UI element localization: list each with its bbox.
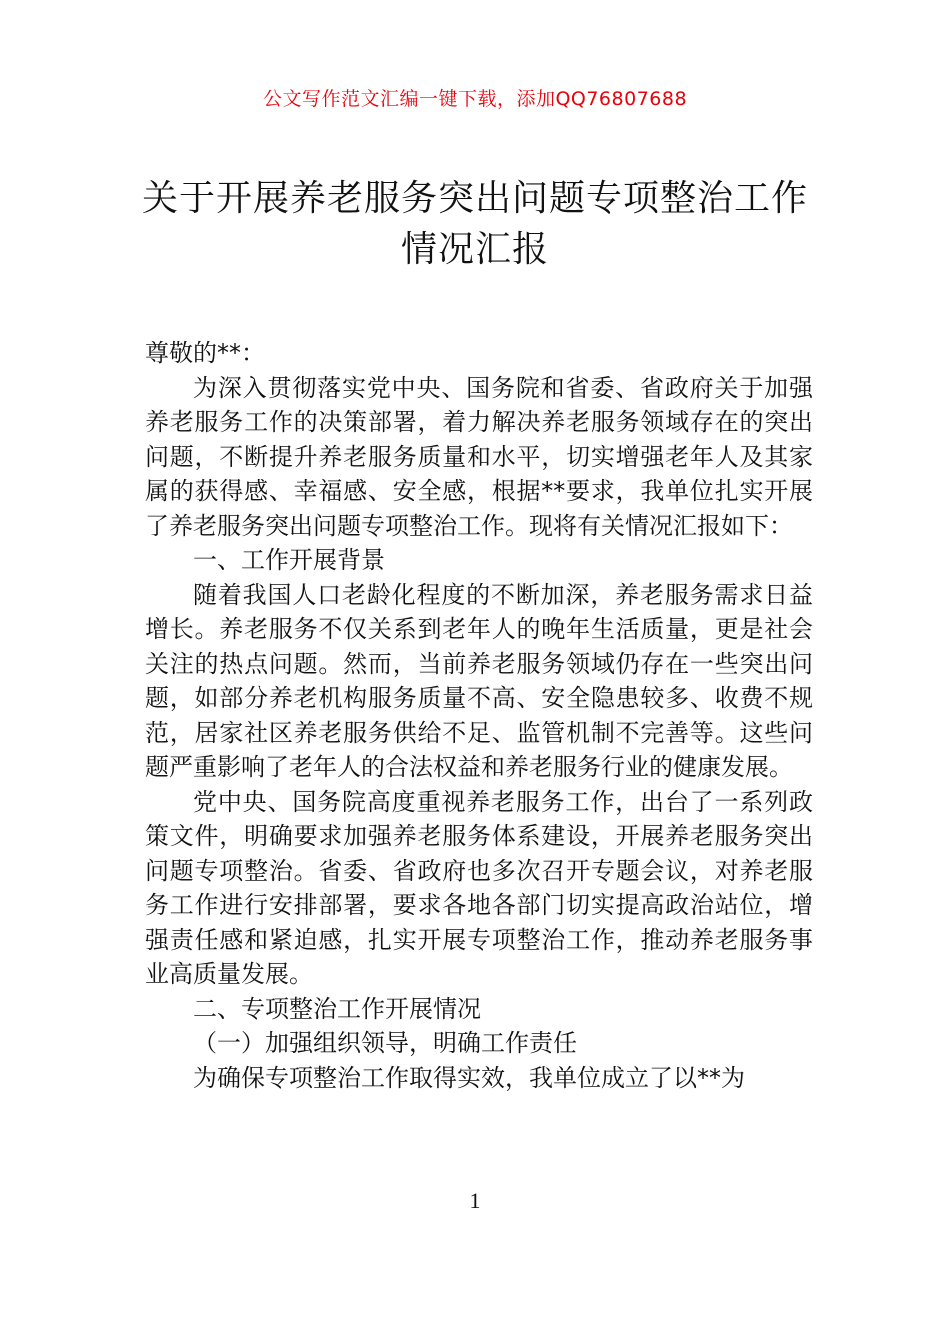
page-number: 1 — [469, 1188, 481, 1213]
section-heading-2: 二、专项整治工作开展情况 — [193, 994, 481, 1023]
background-paragraph-2: 党中央、国务院高度重视养老服务工作，出台了一系列政策文件，明确要求加强养老服务体系建设，开展养老服务突出问题专项整治。省委、省政府也多次召开专题会议，对养老服务工作进行安排部署，要求各地各部门切实提高政治站位，增强责任感和紧迫感，扎实开展专项整治工作，推动养老服务事业高质量发展。 — [145, 787, 813, 988]
document-title-line-1: 关于开展养老服务突出问题专项整治工作 — [141, 178, 808, 219]
intro-paragraph: 为深入贯彻落实党中央、国务院和省委、省政府关于加强养老服务工作的决策部署，着力解决养老服务领域存在的突出问题，不断提升养老服务质量和水平，切实增强老年人及其家属的获得感、幸福感、安全感，根据**要求，我单位扎实开展了养老服务突出问题专项整治工作。现将有关情况汇报如下： — [145, 373, 813, 540]
subsection-heading-1: （一）加强组织领导，明确工作责任 — [193, 1029, 577, 1057]
document-title-line-2: 情况汇报 — [400, 229, 549, 270]
background-paragraph-1: 随着我国人口老龄化程度的不断加深，养老服务需求日益增长。养老服务不仅关系到老年人的晚年生活质量，更是社会关注的热点问题。然而，当前养老服务领域仍存在一些突出问题，如部分养老机构服务质量不高、安全隐患较多、收费不规范，居家社区养老服务供给不足、监管机制不完善等。这些问题严重影响了老年人的合法权益和养老服务行业的健康发展。 — [145, 580, 813, 781]
document-body — [145, 336, 813, 1095]
organization-paragraph: 为确保专项整治工作取得实效，我单位成立了以**为 — [193, 1063, 745, 1092]
promo-banner: 公文写作范文汇编一键下载，添加QQ76807688 — [262, 88, 688, 110]
section-heading-1: 一、工作开展背景 — [193, 546, 385, 574]
salutation: 尊敬的**： — [145, 339, 265, 367]
